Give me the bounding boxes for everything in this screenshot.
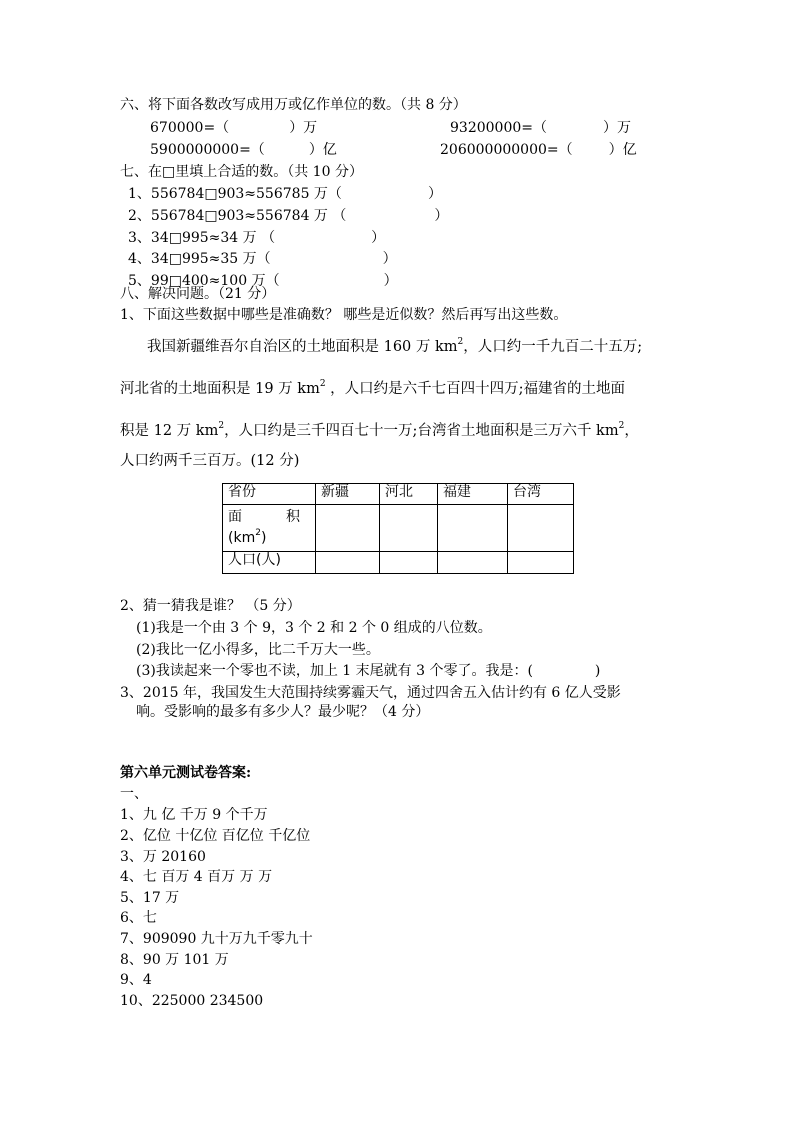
answer-line-6: 6、七 <box>120 910 157 926</box>
question-2-item-3: (3)我读起来一个零也不读，加上 1 末尾就有 3 个零了。我是：( ) <box>136 663 601 679</box>
answer-line-1: 1、九 亿 千万 9 个千万 <box>120 807 268 823</box>
section-6-heading: 六、将下面各数改写成用万或亿作单位的数。（共 8 分） <box>120 97 467 113</box>
header-cell: 省份 <box>223 484 316 505</box>
row-label-population: 人口(人) <box>223 552 316 574</box>
answer-line-3: 3、万 20160 <box>120 849 206 865</box>
table-cell[interactable] <box>438 505 508 552</box>
table-cell[interactable] <box>380 552 438 574</box>
answers-section: 一、 <box>120 786 148 802</box>
table-row-population <box>223 552 574 574</box>
table-row-area <box>223 505 574 552</box>
section-7-heading: 七、在□里填上合适的数。（共 10 分） <box>120 164 363 180</box>
fill-item-5: 5、99□400≈100 万（ ） <box>128 273 398 289</box>
answer-line-2: 2、亿位 十亿位 百亿位 千亿位 <box>120 828 311 844</box>
fill-item-2: 2、556784□903≈556784 万 （ ） <box>128 208 449 224</box>
fill-item-1: 1、556784□903≈556785 万（ ） <box>128 186 442 202</box>
fill-item-3: 3、34□995≈34 万 （ ） <box>128 230 386 246</box>
question-2-item-2: (2)我比一亿小得多，比二千万大一些。 <box>136 642 380 658</box>
table-cell[interactable] <box>316 552 380 574</box>
paragraph-line-2: 河北省的土地面积是 19 万 $km^2$ ，人口约是六千七百四十四万;福建省的土地面 <box>120 379 626 397</box>
answer-line-4: 4、七 百万 4 百万 万 万 <box>120 869 273 885</box>
question-2-item-1: (1)我是一个由 3 个 9，3 个 2 和 2 个 0 组成的八位数。 <box>136 620 492 636</box>
header-cell: 新疆 <box>316 484 380 505</box>
answer-line-10: 10、225000 234500 <box>120 993 264 1009</box>
paragraph-line-1: 我国新疆维吾尔自治区的土地面积是 160 万 $km^2$，人口约一千九百二十五万; <box>147 337 643 355</box>
table-cell[interactable] <box>316 505 380 552</box>
table-cell[interactable] <box>508 505 574 552</box>
conversion-item-3: 5900000000=（ ）亿 <box>150 142 337 158</box>
section-8-heading: 八、解决问题。（21 分） <box>120 286 276 302</box>
paragraph-line-4: 人口约两千三百万。(12 分) <box>120 453 300 469</box>
row-label-area: 面 积 $(km^2)$ <box>223 505 316 552</box>
answer-line-8: 8、90 万 101 万 <box>120 952 229 968</box>
header-cell: 福建 <box>438 484 508 505</box>
table-cell[interactable] <box>380 505 438 552</box>
question-3-line-1: 3、2015 年，我国发生大范围持续雾霾天气，通过四舍五入估计约有 6 亿人受影 <box>120 685 621 701</box>
paragraph-line-3: 积是 12 万 $km^2$，人口约是三千四百七十一万;台湾省土地面积是三万六千 $km^2$， <box>120 421 639 439</box>
fill-item-4: 4、34□995≈35 万（ ） <box>128 251 397 267</box>
province-table <box>222 483 574 574</box>
table-cell[interactable] <box>508 552 574 574</box>
table-cell[interactable] <box>438 552 508 574</box>
conversion-item-1: 670000=（ ）万 <box>150 120 318 136</box>
question-2: 2、猜一猜我是谁？ （5 分） <box>120 598 301 614</box>
answer-line-5: 5、17 万 <box>120 890 180 906</box>
conversion-item-4: 206000000000=（ ）亿 <box>440 142 637 158</box>
answer-line-9: 9、4 <box>120 972 152 988</box>
conversion-item-2: 93200000=（ ）万 <box>450 120 631 136</box>
table-header-row <box>223 484 574 505</box>
header-cell: 台湾 <box>508 484 574 505</box>
header-cell: 河北 <box>380 484 438 505</box>
question-1: 1、下面这些数据中哪些是准确数？ 哪些是近似数？然后再写出这些数。 <box>120 307 568 323</box>
answer-line-7: 7、909090 九十万九千零九十 <box>120 931 313 947</box>
answers-title: 第六单元测试卷答案: <box>120 765 252 781</box>
question-3-line-2: 响。受影响的最多有多少人？最少呢？（4 分） <box>136 704 430 720</box>
